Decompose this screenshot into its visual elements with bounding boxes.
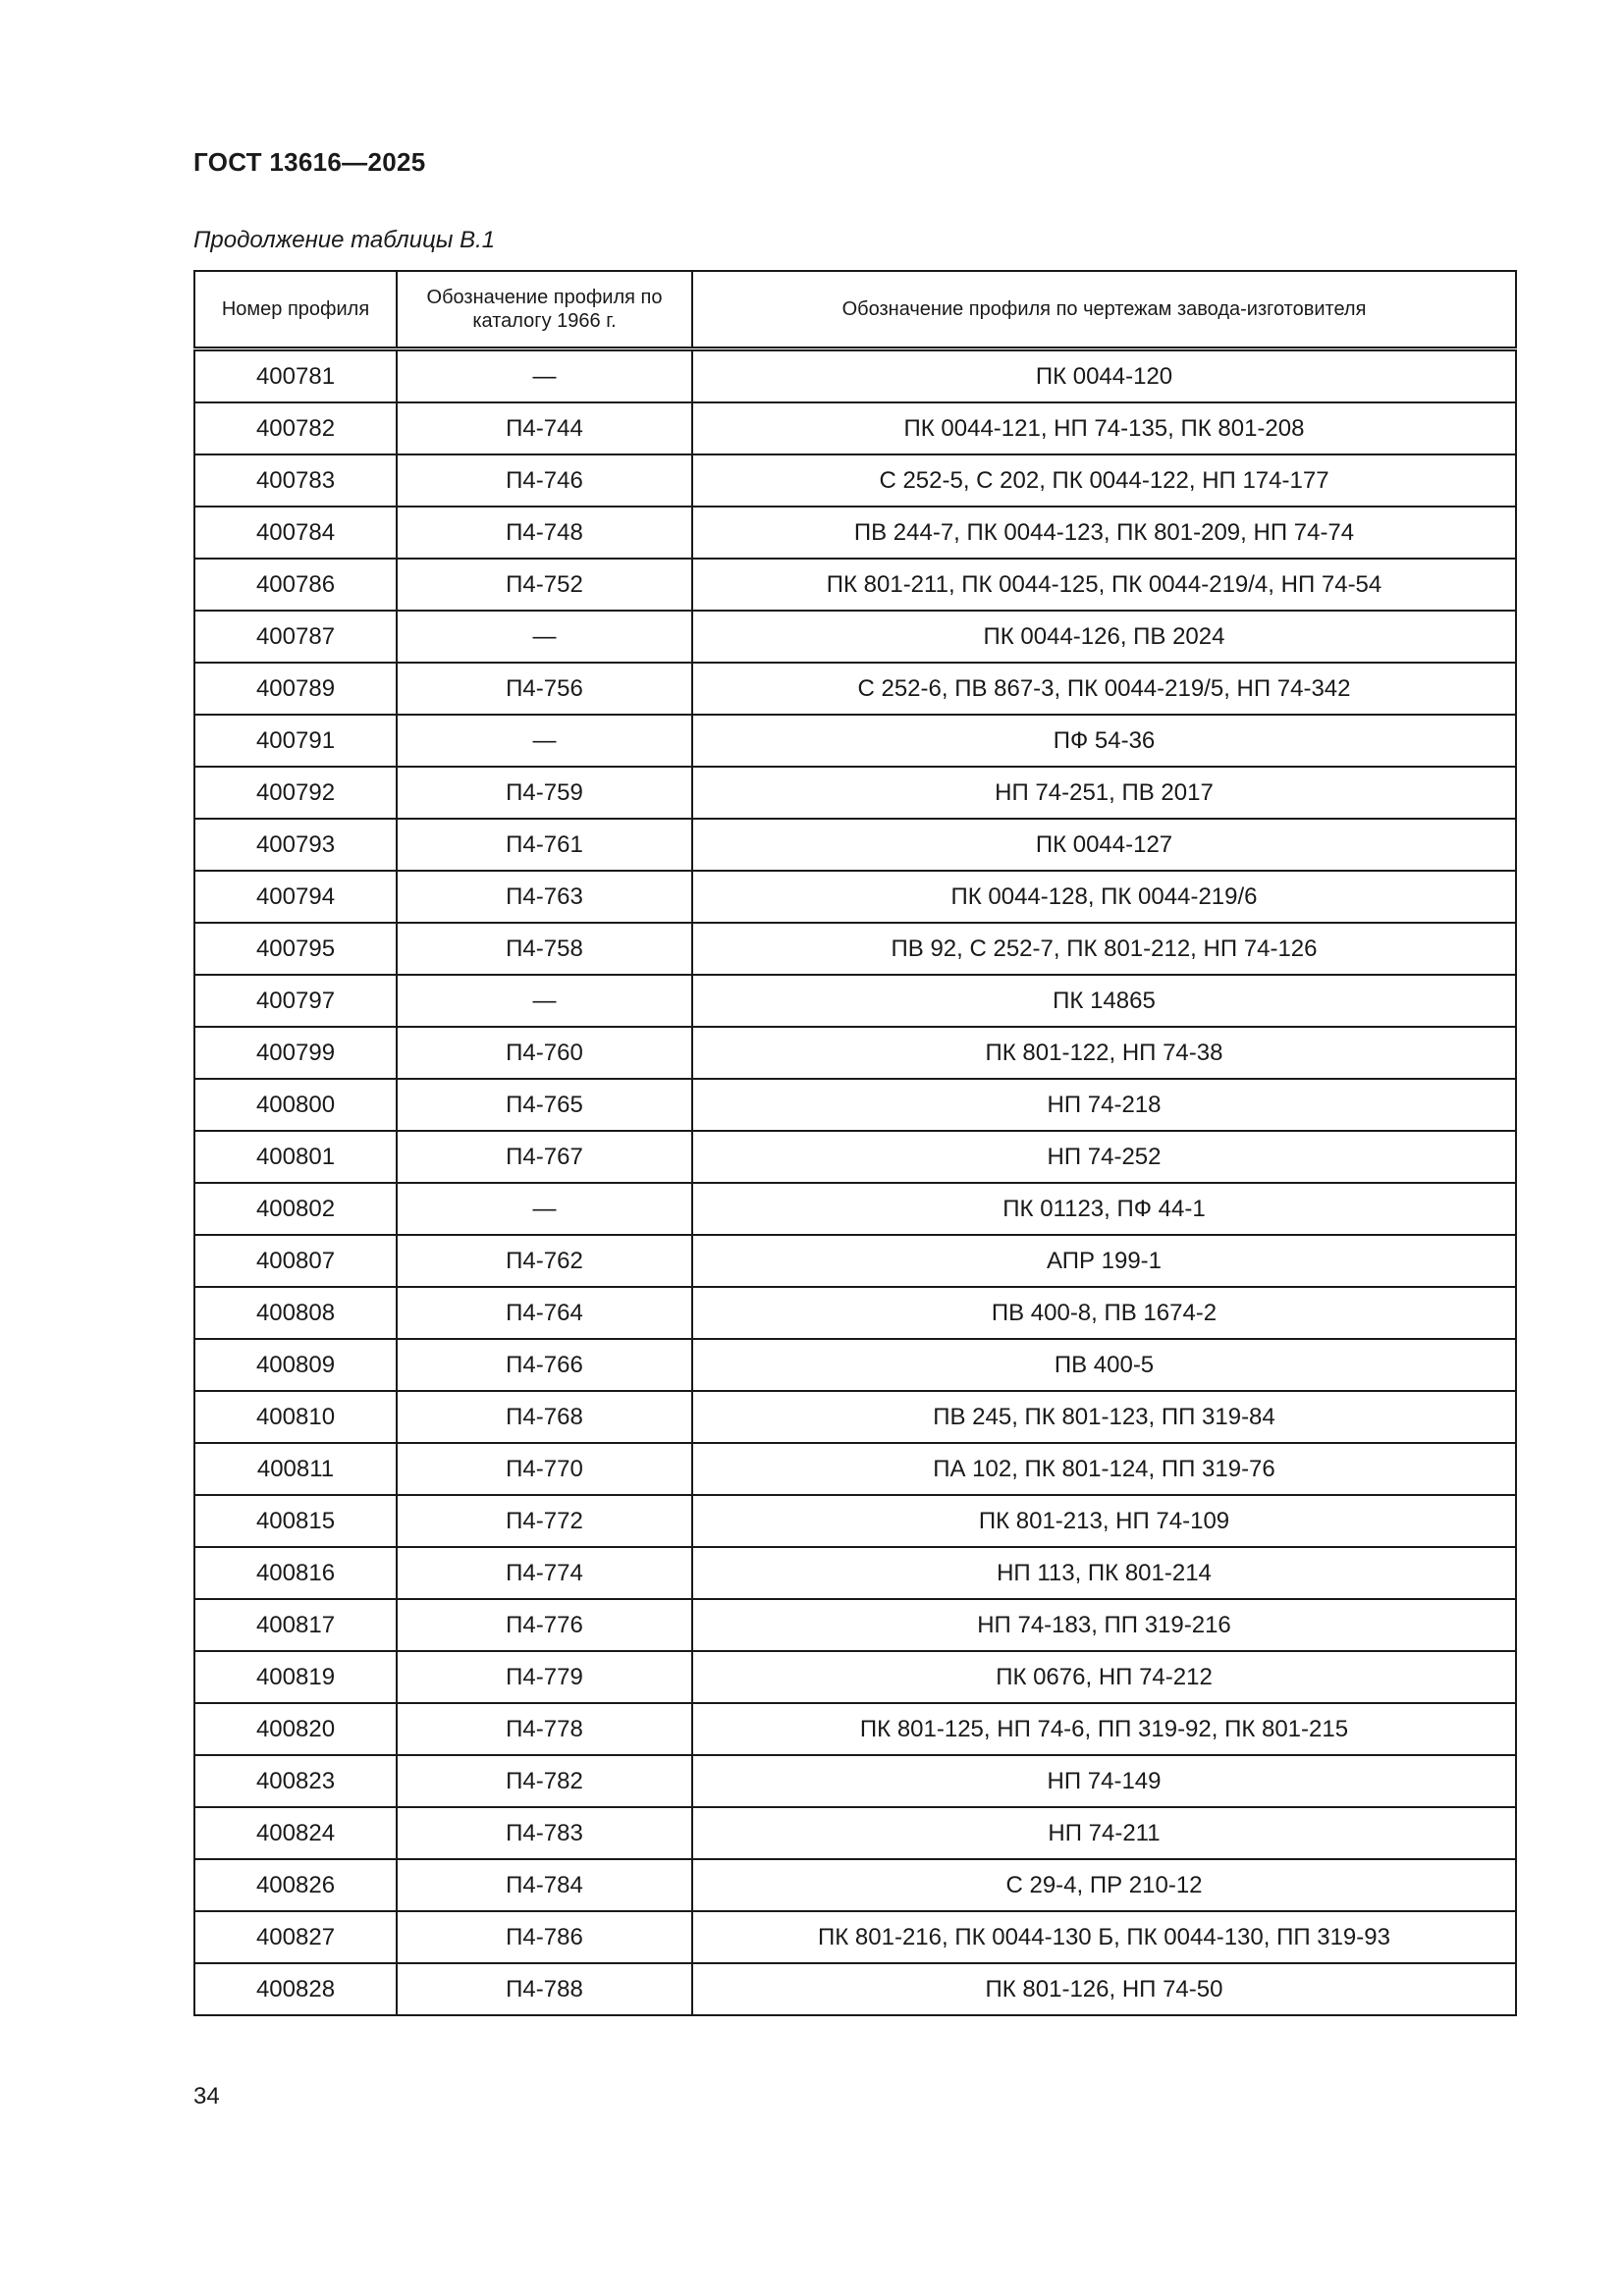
profiles-table	[193, 270, 1517, 2016]
document-header: ГОСТ 13616—2025	[193, 147, 426, 177]
cell-profile-number: 400808	[194, 1287, 397, 1339]
cell-profile-number: 400802	[194, 1183, 397, 1235]
cell-catalog-1966: П4-764	[397, 1287, 692, 1339]
table-row	[194, 1963, 1516, 2015]
cell-catalog-1966: П4-788	[397, 1963, 692, 2015]
cell-profile-number: 400791	[194, 715, 397, 767]
table-header-row	[194, 271, 1516, 349]
cell-profile-number: 400807	[194, 1235, 397, 1287]
cell-catalog-1966: —	[397, 1183, 692, 1235]
cell-catalog-1966: П4-782	[397, 1755, 692, 1807]
cell-profile-number: 400819	[194, 1651, 397, 1703]
table-row	[194, 1183, 1516, 1235]
cell-factory-drawings: ПК 0676, НП 74-212	[692, 1651, 1516, 1703]
cell-catalog-1966: П4-748	[397, 507, 692, 559]
cell-catalog-1966: —	[397, 975, 692, 1027]
cell-catalog-1966: П4-752	[397, 559, 692, 611]
cell-factory-drawings: НП 74-251, ПВ 2017	[692, 767, 1516, 819]
cell-profile-number: 400783	[194, 454, 397, 507]
table-row	[194, 663, 1516, 715]
cell-factory-drawings: ПК 801-213, НП 74-109	[692, 1495, 1516, 1547]
cell-profile-number: 400781	[194, 349, 397, 403]
cell-factory-drawings: АПР 199-1	[692, 1235, 1516, 1287]
cell-catalog-1966: П4-776	[397, 1599, 692, 1651]
cell-profile-number: 400787	[194, 611, 397, 663]
cell-factory-drawings: ПК 01123, ПФ 44-1	[692, 1183, 1516, 1235]
cell-factory-drawings: ПФ 54-36	[692, 715, 1516, 767]
cell-catalog-1966: П4-762	[397, 1235, 692, 1287]
cell-profile-number: 400801	[194, 1131, 397, 1183]
cell-catalog-1966: П4-746	[397, 454, 692, 507]
cell-factory-drawings: ПК 0044-127	[692, 819, 1516, 871]
cell-catalog-1966: П4-760	[397, 1027, 692, 1079]
cell-catalog-1966: П4-766	[397, 1339, 692, 1391]
cell-catalog-1966: П4-756	[397, 663, 692, 715]
cell-catalog-1966: П4-779	[397, 1651, 692, 1703]
cell-factory-drawings: ПВ 92, С 252-7, ПК 801-212, НП 74-126	[692, 923, 1516, 975]
cell-catalog-1966: —	[397, 715, 692, 767]
cell-profile-number: 400782	[194, 402, 397, 454]
table-row	[194, 349, 1516, 403]
cell-factory-drawings: С 29-4, ПР 210-12	[692, 1859, 1516, 1911]
cell-profile-number: 400827	[194, 1911, 397, 1963]
cell-catalog-1966: П4-778	[397, 1703, 692, 1755]
cell-profile-number: 400793	[194, 819, 397, 871]
cell-profile-number: 400784	[194, 507, 397, 559]
table-row	[194, 1911, 1516, 1963]
cell-profile-number: 400815	[194, 1495, 397, 1547]
cell-factory-drawings: ПК 0044-126, ПВ 2024	[692, 611, 1516, 663]
cell-factory-drawings: ПК 801-125, НП 74-6, ПП 319-92, ПК 801-215	[692, 1703, 1516, 1755]
table-row	[194, 1807, 1516, 1859]
cell-factory-drawings: С 252-6, ПВ 867-3, ПК 0044-219/5, НП 74-342	[692, 663, 1516, 715]
table-row	[194, 767, 1516, 819]
table-row	[194, 1339, 1516, 1391]
cell-catalog-1966: П4-772	[397, 1495, 692, 1547]
table-row	[194, 507, 1516, 559]
cell-factory-drawings: ПА 102, ПК 801-124, ПП 319-76	[692, 1443, 1516, 1495]
cell-profile-number: 400820	[194, 1703, 397, 1755]
cell-factory-drawings: НП 113, ПК 801-214	[692, 1547, 1516, 1599]
cell-factory-drawings: ПК 801-211, ПК 0044-125, ПК 0044-219/4, НП 74-54	[692, 559, 1516, 611]
cell-catalog-1966: —	[397, 611, 692, 663]
table-body	[194, 349, 1516, 2016]
table-row	[194, 1027, 1516, 1079]
table-header	[194, 271, 1516, 349]
cell-profile-number: 400800	[194, 1079, 397, 1131]
cell-catalog-1966: П4-786	[397, 1911, 692, 1963]
table-row	[194, 1755, 1516, 1807]
cell-profile-number: 400795	[194, 923, 397, 975]
table-row	[194, 611, 1516, 663]
table-row	[194, 871, 1516, 923]
table-row	[194, 1235, 1516, 1287]
cell-catalog-1966: П4-783	[397, 1807, 692, 1859]
cell-factory-drawings: С 252-5, С 202, ПК 0044-122, НП 174-177	[692, 454, 1516, 507]
table-row	[194, 975, 1516, 1027]
header-profile-number: Номер профиля	[194, 271, 397, 349]
cell-factory-drawings: НП 74-149	[692, 1755, 1516, 1807]
cell-factory-drawings: ПК 801-122, НП 74-38	[692, 1027, 1516, 1079]
cell-factory-drawings: ПК 0044-128, ПК 0044-219/6	[692, 871, 1516, 923]
table-row	[194, 1703, 1516, 1755]
cell-factory-drawings: ПК 14865	[692, 975, 1516, 1027]
cell-profile-number: 400824	[194, 1807, 397, 1859]
cell-catalog-1966: П4-759	[397, 767, 692, 819]
cell-catalog-1966: П4-774	[397, 1547, 692, 1599]
table-row	[194, 1859, 1516, 1911]
cell-catalog-1966: П4-761	[397, 819, 692, 871]
table-row	[194, 1495, 1516, 1547]
cell-profile-number: 400826	[194, 1859, 397, 1911]
cell-profile-number: 400817	[194, 1599, 397, 1651]
cell-catalog-1966: П4-768	[397, 1391, 692, 1443]
table-row	[194, 1547, 1516, 1599]
table-row	[194, 559, 1516, 611]
cell-catalog-1966: П4-770	[397, 1443, 692, 1495]
cell-catalog-1966: П4-767	[397, 1131, 692, 1183]
cell-profile-number: 400811	[194, 1443, 397, 1495]
cell-catalog-1966: —	[397, 349, 692, 403]
table-caption: Продолжение таблицы В.1	[193, 227, 496, 253]
table-row	[194, 1651, 1516, 1703]
cell-catalog-1966: П4-744	[397, 402, 692, 454]
cell-catalog-1966: П4-758	[397, 923, 692, 975]
cell-factory-drawings: ПВ 245, ПК 801-123, ПП 319-84	[692, 1391, 1516, 1443]
cell-profile-number: 400823	[194, 1755, 397, 1807]
table-row	[194, 1079, 1516, 1131]
cell-factory-drawings: ПК 801-126, НП 74-50	[692, 1963, 1516, 2015]
table-row	[194, 1443, 1516, 1495]
cell-catalog-1966: П4-784	[397, 1859, 692, 1911]
cell-profile-number: 400789	[194, 663, 397, 715]
cell-catalog-1966: П4-763	[397, 871, 692, 923]
cell-factory-drawings: НП 74-211	[692, 1807, 1516, 1859]
header-factory-drawings: Обозначение профиля по чертежам завода-изготовителя	[692, 271, 1516, 349]
table-row	[194, 819, 1516, 871]
cell-factory-drawings: ПВ 400-5	[692, 1339, 1516, 1391]
cell-profile-number: 400810	[194, 1391, 397, 1443]
cell-catalog-1966: П4-765	[397, 1079, 692, 1131]
table-row	[194, 1287, 1516, 1339]
cell-factory-drawings: ПК 0044-121, НП 74-135, ПК 801-208	[692, 402, 1516, 454]
cell-profile-number: 400828	[194, 1963, 397, 2015]
cell-profile-number: 400792	[194, 767, 397, 819]
cell-factory-drawings: НП 74-183, ПП 319-216	[692, 1599, 1516, 1651]
cell-profile-number: 400786	[194, 559, 397, 611]
cell-factory-drawings: НП 74-252	[692, 1131, 1516, 1183]
table-row	[194, 1391, 1516, 1443]
table-row	[194, 923, 1516, 975]
cell-profile-number: 400794	[194, 871, 397, 923]
cell-factory-drawings: НП 74-218	[692, 1079, 1516, 1131]
cell-factory-drawings: ПВ 400-8, ПВ 1674-2	[692, 1287, 1516, 1339]
table-row	[194, 715, 1516, 767]
cell-factory-drawings: ПК 801-216, ПК 0044-130 Б, ПК 0044-130, ПП 319-93	[692, 1911, 1516, 1963]
table-row	[194, 402, 1516, 454]
table-row	[194, 1599, 1516, 1651]
cell-profile-number: 400809	[194, 1339, 397, 1391]
cell-factory-drawings: ПВ 244-7, ПК 0044-123, ПК 801-209, НП 74-74	[692, 507, 1516, 559]
page-number: 34	[193, 2083, 220, 2109]
table-row	[194, 454, 1516, 507]
cell-profile-number: 400799	[194, 1027, 397, 1079]
header-catalog-1966: Обозначение профиля по каталогу 1966 г.	[397, 271, 692, 349]
table-row	[194, 1131, 1516, 1183]
cell-profile-number: 400797	[194, 975, 397, 1027]
cell-factory-drawings: ПК 0044-120	[692, 349, 1516, 403]
cell-profile-number: 400816	[194, 1547, 397, 1599]
